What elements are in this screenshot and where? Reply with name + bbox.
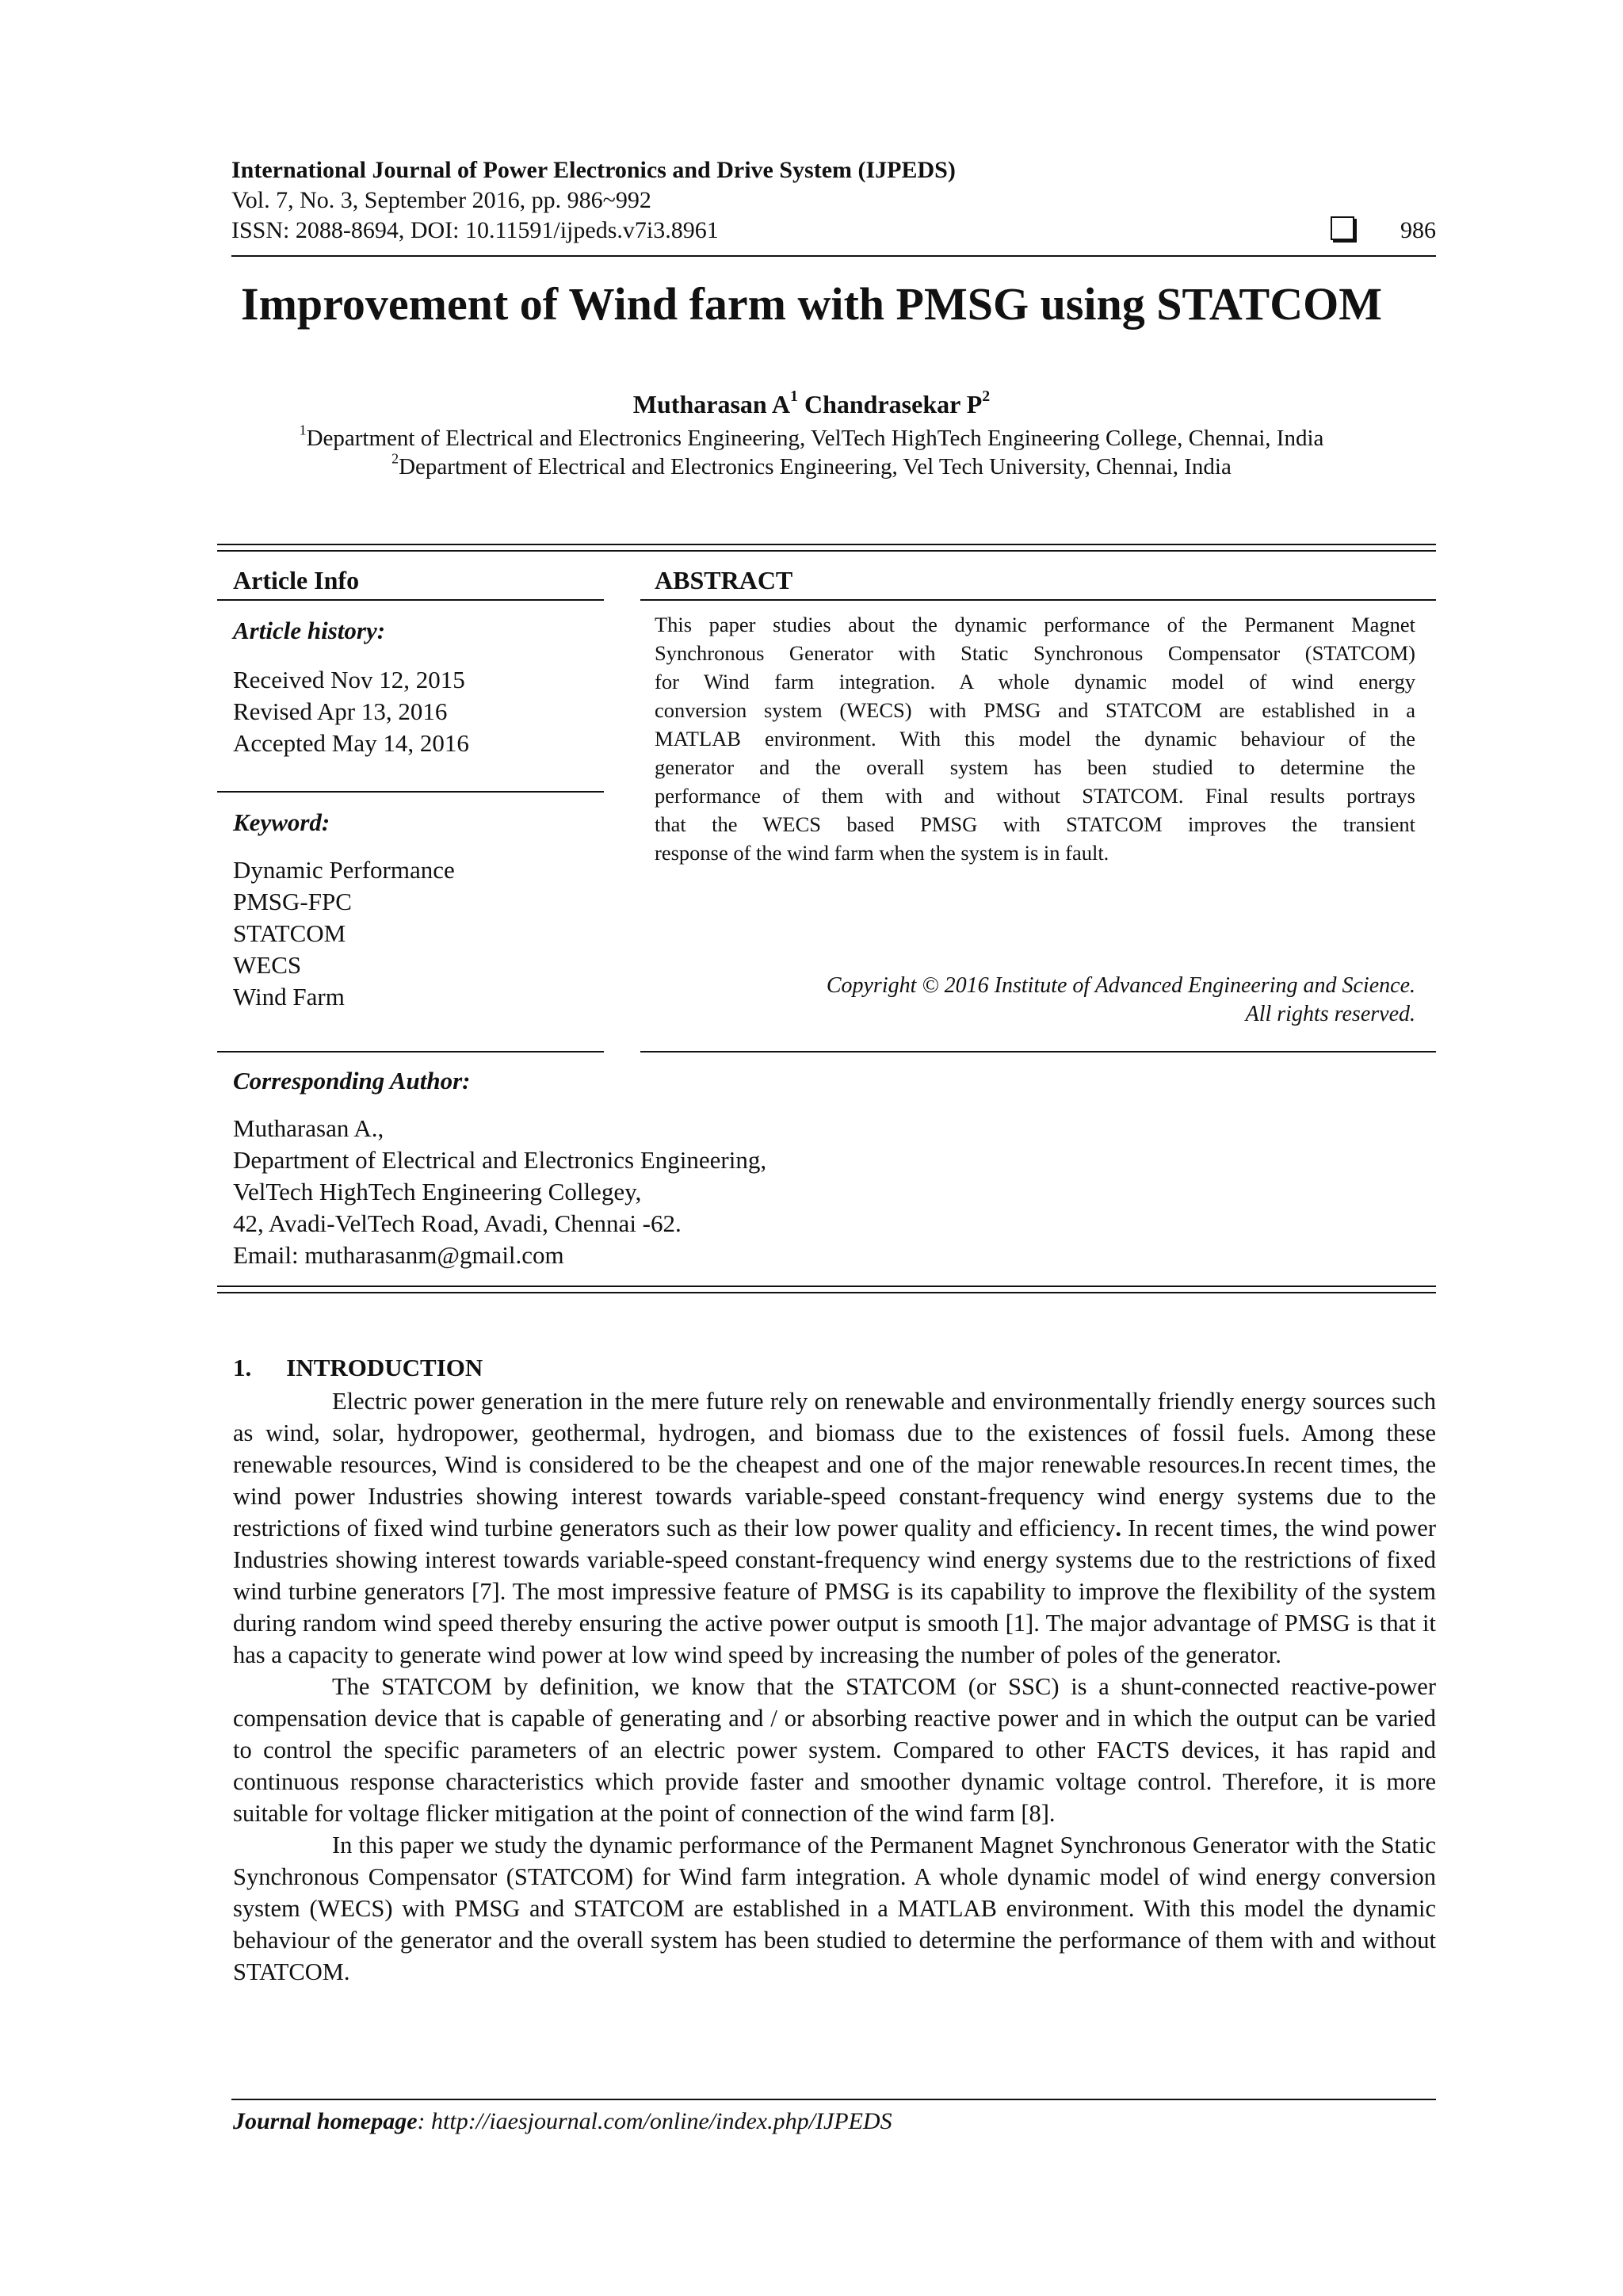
copyright — [655, 972, 1415, 1029]
section-heading — [233, 1354, 483, 1382]
info-box-top-rule — [217, 544, 1436, 552]
section-number: 1. — [233, 1354, 252, 1381]
author-1-sup: 1 — [790, 388, 798, 406]
copyright-line-2: All rights reserved. — [1245, 1002, 1415, 1026]
journal-name: International Journal of Power Electronics and Drive System (IJPEDS) — [231, 157, 956, 183]
article-history-label: Article history: — [233, 617, 386, 644]
keyword-item: Dynamic Performance — [233, 856, 455, 884]
author-2-sup: 2 — [982, 388, 991, 406]
author-1: Mutharasan A — [632, 390, 791, 418]
abstract-line: for Wind farm integration. A whole dynamic model of wind energy — [655, 670, 1415, 693]
abstract-line: Synchronous Generator with Static Synchronous Compensator (STATCOM) — [655, 641, 1415, 665]
copyright-line-1: Copyright © 2016 Institute of Advanced Engineering and Science. — [826, 973, 1415, 998]
paragraph — [233, 1385, 1436, 1671]
paragraph-text: Electric power generation in the mere future rely on renewable and environmentally friendly energy sources such as wind, solar, hydropower, geothermal, hydrogen, and biomass due to the existences of fossil fuels. Among these renewable resources, Wind is considered to be the cheapest and one of the major renewable resources.In recent times, the wind power Industries showing interest towards variable-speed constant-frequency wind energy systems due to the restrictions of fixed wind turbine generators such as their low power quality and efficiency — [233, 1388, 1436, 1541]
info-box-bottom-rule — [217, 1286, 1436, 1293]
journal-homepage — [233, 2108, 892, 2135]
keyword-item: PMSG-FPC — [233, 888, 352, 915]
keyword-list — [233, 854, 455, 1013]
header-rule — [231, 255, 1436, 257]
article-history — [233, 664, 469, 759]
homepage-label: Journal homepage — [233, 2108, 418, 2134]
affiliation-2-sup: 2 — [391, 450, 399, 467]
authors — [0, 390, 1623, 419]
affiliation-2-text: Department of Electrical and Electronics Engineering, Vel Tech University, Chennai, India — [399, 454, 1232, 479]
author-2: Chandrasekar P — [804, 390, 983, 418]
abstract-line: conversion system (WECS) with PMSG and STATCOM are established in a — [655, 698, 1415, 722]
history-received: Received Nov 12, 2015 — [233, 666, 465, 693]
corr-line: Department of Electrical and Electronics Engineering, — [233, 1146, 767, 1174]
abstract-line: that the WECS based PMSG with STATCOM improves the transient — [655, 812, 1415, 836]
affiliation-1-sup: 1 — [299, 422, 307, 438]
history-accepted: Accepted May 14, 2016 — [233, 729, 469, 757]
page-number: 986 — [1400, 217, 1436, 243]
abstract-rule — [640, 599, 1436, 601]
corr-email: Email: mutharasanm@gmail.com — [233, 1241, 564, 1269]
article-info-heading: Article Info — [233, 566, 360, 594]
homepage-link[interactable]: : http://iaesjournal.com/online/index.php/IJPEDS — [417, 2108, 892, 2134]
abstract-line: performance of them with and without STATCOM. Final results portrays — [655, 784, 1415, 808]
paragraph-text: In recent times, the wind power Industries showing interest towards variable-speed constant-frequency wind energy systems due to the restrictions of fixed wind turbine generators [7]. The most impressive feature of PMSG is its capability to improve the flexibility of the system during random wind speed thereby ensuring the active power output is smooth [1]. The major advantage of PMSG is that it has a capacity to generate wind power at low wind speed by increasing the number of poles of the generator. — [233, 1515, 1436, 1668]
issn-doi: ISSN: 2088-8694, DOI: 10.11591/ijpeds.v7i3.8961 — [231, 217, 719, 243]
issn-row — [231, 216, 1436, 246]
footer-rule — [231, 2099, 1436, 2100]
keyword-rule — [217, 791, 604, 793]
abstract-line: This paper studies about the dynamic performance of the Permanent Magnet — [655, 613, 1415, 636]
history-revised: Revised Apr 13, 2016 — [233, 697, 448, 725]
paper-title: Improvement of Wind farm with PMSG using STATCOM — [241, 278, 1382, 330]
article-info-rule — [217, 599, 604, 601]
abstract-line: response of the wind farm when the system is in fault. — [655, 841, 1109, 865]
abstract-line: generator and the overall system has been studied to determine the — [655, 755, 1415, 779]
abstract-line: MATLAB environment. With this model the dynamic behaviour of the — [655, 727, 1415, 751]
abstract-bottom-rule — [640, 1051, 1436, 1052]
paragraph: The STATCOM by definition, we know that the STATCOM (or SSC) is a shunt-connected reactive-power compensation device that is capable of generating and / or absorbing reactive power and in which the output can be varied to control the specific parameters of an electric power system. Compared to other FACTS devices, it has rapid and continuous response characteristics which provide faster and smoother dynamic voltage control. Therefore, it is more suitable for voltage flicker mitigation at the point of connection of the wind farm [8]. — [233, 1673, 1436, 1827]
corresponding-author — [233, 1113, 766, 1271]
article-info-bottom-rule — [217, 1051, 604, 1052]
checkbox-square-icon — [1331, 216, 1354, 240]
journal-header — [231, 155, 1436, 246]
affiliation-1-text: Department of Electrical and Electronics Engineering, VelTech HighTech Engineering College, Chennai, India — [306, 426, 1324, 451]
keyword-label: Keyword: — [233, 808, 330, 836]
keyword-item: STATCOM — [233, 919, 346, 947]
paragraph-text: . — [1115, 1515, 1121, 1541]
abstract-heading: ABSTRACT — [655, 566, 793, 594]
affiliation-2 — [0, 450, 1623, 480]
section-title: INTRODUCTION — [286, 1354, 483, 1381]
affiliation-1 — [0, 422, 1623, 452]
corr-line: Mutharasan A., — [233, 1114, 384, 1142]
corresponding-label: Corresponding Author: — [233, 1067, 471, 1095]
corr-line: VelTech HighTech Engineering Collegey, — [233, 1178, 642, 1205]
corr-line: 42, Avadi-VelTech Road, Avadi, Chennai -62. — [233, 1209, 682, 1237]
page-indicator — [1331, 216, 1436, 246]
paragraph: In this paper we study the dynamic performance of the Permanent Magnet Synchronous Generator with the Static Synchronous Compensator (STATCOM) for Wind farm integration. A whole dynamic model of wind energy conversion system (WECS) with PMSG and STATCOM are established in a MATLAB environment. With this model the dynamic behaviour of the generator and the overall system has been studied to determine the performance of them with and without STATCOM. — [233, 1832, 1436, 1985]
introduction-body — [233, 1385, 1436, 1988]
keyword-item: WECS — [233, 951, 302, 979]
keyword-item: Wind Farm — [233, 983, 345, 1010]
journal-volume: Vol. 7, No. 3, September 2016, pp. 986~992 — [231, 187, 651, 213]
